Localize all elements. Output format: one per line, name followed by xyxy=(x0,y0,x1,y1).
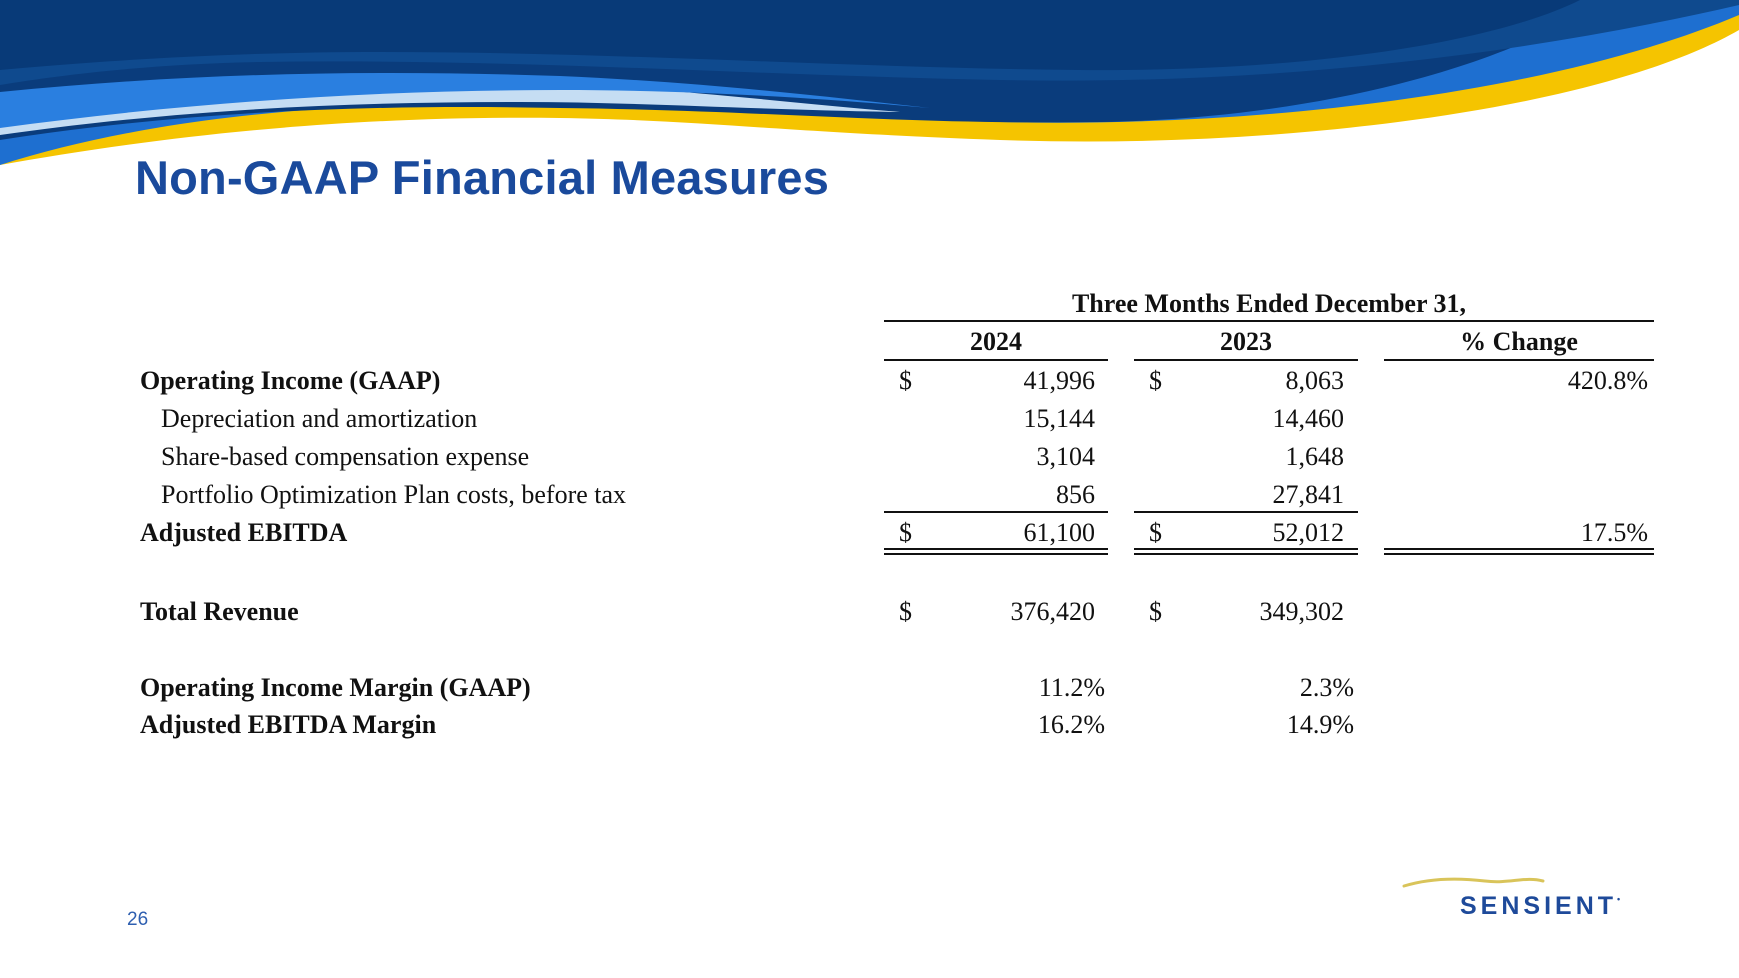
period-header: Three Months Ended December 31, xyxy=(1071,289,1467,318)
subtotal-line-2024 xyxy=(884,511,1108,513)
total-double-line-2023 xyxy=(1134,548,1358,555)
column-header-2023: 2023 xyxy=(1220,327,1272,356)
column-change-underline xyxy=(1384,359,1654,361)
row-label-operating-income-margin: Operating Income Margin (GAAP) xyxy=(140,673,531,702)
sensient-logo xyxy=(1400,872,1630,932)
column-2023-underline xyxy=(1134,359,1358,361)
value-2023-adjusted-ebitda-margin: 14.9% xyxy=(1286,710,1354,739)
currency-symbol: $ xyxy=(899,597,912,626)
value-2024-total-revenue: 376,420 xyxy=(1010,597,1095,626)
value-2024-operating-income-margin: 11.2% xyxy=(1038,673,1105,702)
currency-symbol: $ xyxy=(1149,366,1162,395)
value-2023-portfolio-optimization: 27,841 xyxy=(1272,480,1344,509)
subtotal-line-2023 xyxy=(1134,511,1358,513)
value-2024-share-based-comp: 3,104 xyxy=(1036,442,1095,471)
row-label-total-revenue: Total Revenue xyxy=(140,597,299,626)
value-2024-adjusted-ebitda: 61,100 xyxy=(1023,518,1095,547)
change-adjusted-ebitda: 17.5% xyxy=(1580,518,1648,547)
column-2024-underline xyxy=(884,359,1108,361)
currency-symbol: $ xyxy=(1149,518,1162,547)
row-label-depreciation: Depreciation and amortization xyxy=(161,404,478,433)
registered-mark: • xyxy=(1617,894,1621,904)
value-2023-total-revenue: 349,302 xyxy=(1259,597,1344,626)
value-2023-share-based-comp: 1,648 xyxy=(1285,442,1344,471)
value-2024-adjusted-ebitda-margin: 16.2% xyxy=(1037,710,1105,739)
row-label-share-based-comp: Share-based compensation expense xyxy=(161,442,530,471)
currency-symbol: $ xyxy=(899,366,912,395)
logo-text: SENSIENT xyxy=(1460,892,1618,920)
row-label-adjusted-ebitda-margin: Adjusted EBITDA Margin xyxy=(140,710,437,739)
column-header-change: % Change xyxy=(1460,327,1578,356)
value-2023-operating-income-margin: 2.3% xyxy=(1299,673,1354,702)
value-2024-operating-income: 41,996 xyxy=(1023,366,1095,395)
row-label-adjusted-ebitda: Adjusted EBITDA xyxy=(140,518,348,547)
value-2023-operating-income: 8,063 xyxy=(1285,366,1344,395)
row-label-portfolio-optimization: Portfolio Optimization Plan costs, before tax xyxy=(161,480,627,509)
currency-symbol: $ xyxy=(899,518,912,547)
value-2023-depreciation: 14,460 xyxy=(1272,404,1344,433)
value-2024-depreciation: 15,144 xyxy=(1023,404,1095,433)
total-double-line-change xyxy=(1384,548,1654,555)
row-label-operating-income: Operating Income (GAAP) xyxy=(140,366,441,395)
total-double-line-2024 xyxy=(884,548,1108,555)
value-2023-adjusted-ebitda: 52,012 xyxy=(1272,518,1344,547)
change-operating-income: 420.8% xyxy=(1567,366,1648,395)
logo-wordmark xyxy=(1460,892,1620,921)
period-header-underline xyxy=(884,320,1654,322)
page-title: Non-GAAP Financial Measures xyxy=(135,151,830,204)
value-2024-portfolio-optimization: 856 xyxy=(1056,480,1095,509)
page-number: 26 xyxy=(127,909,149,930)
currency-symbol: $ xyxy=(1149,597,1162,626)
column-header-2024: 2024 xyxy=(970,327,1022,356)
